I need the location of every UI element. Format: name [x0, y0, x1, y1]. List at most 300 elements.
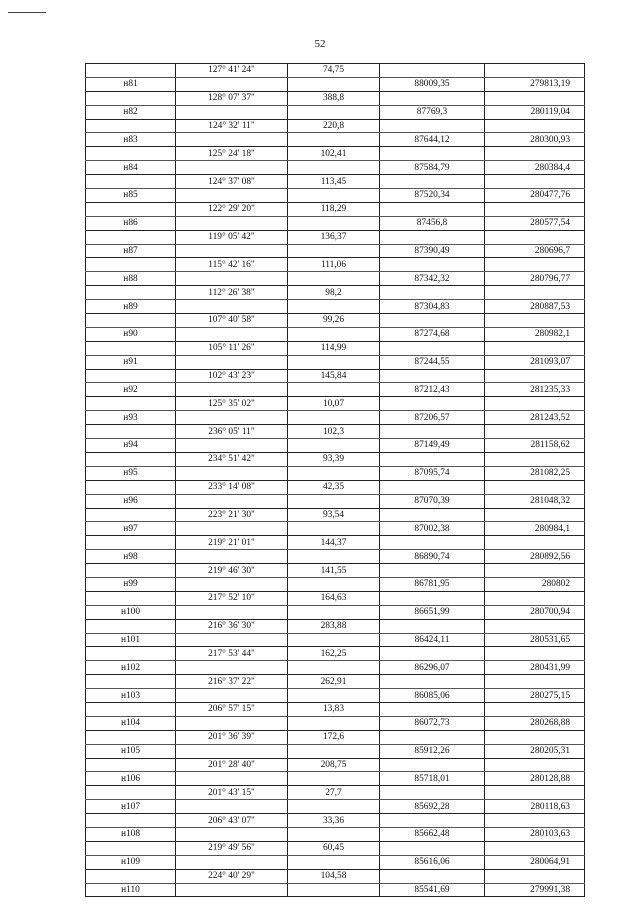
point-name-cell [86, 536, 176, 550]
point-row [86, 772, 585, 786]
x-coordinate-cell [380, 758, 485, 772]
direction-angle-cell: 201° 28' 40" [176, 758, 288, 772]
point-name-cell [86, 675, 176, 689]
direction-angle-cell [176, 883, 288, 897]
point-name-cell [86, 591, 176, 605]
distance-cell [288, 133, 380, 147]
y-coordinate-cell: 280300,93 [485, 133, 585, 147]
point-name-cell: н107 [86, 800, 176, 814]
direction-angle-cell: 201° 43' 15" [176, 786, 288, 800]
y-coordinate-cell: 280103,63 [485, 827, 585, 841]
point-row [86, 633, 585, 647]
direction-angle-cell [176, 716, 288, 730]
y-coordinate-cell: 280984,1 [485, 522, 585, 536]
distance-cell [288, 355, 380, 369]
distance-cell [288, 522, 380, 536]
point-name-cell: н96 [86, 494, 176, 508]
point-name-cell [86, 508, 176, 522]
segment-row [86, 397, 585, 411]
x-coordinate-cell: 85692,28 [380, 800, 485, 814]
point-name-cell: н108 [86, 827, 176, 841]
y-coordinate-cell [485, 341, 585, 355]
y-coordinate-cell: 279813,19 [485, 77, 585, 91]
point-name-cell: н101 [86, 633, 176, 647]
y-coordinate-cell [485, 369, 585, 383]
point-name-cell [86, 147, 176, 161]
distance-cell: 42,35 [288, 480, 380, 494]
direction-angle-cell: 124° 37' 08" [176, 175, 288, 189]
x-coordinate-cell: 87070,39 [380, 494, 485, 508]
direction-angle-cell: 217° 52' 10" [176, 591, 288, 605]
point-row [86, 189, 585, 203]
y-coordinate-cell: 280064,91 [485, 855, 585, 869]
distance-cell: 114,99 [288, 341, 380, 355]
x-coordinate-cell [380, 202, 485, 216]
distance-cell [288, 827, 380, 841]
x-coordinate-cell: 85662,48 [380, 827, 485, 841]
x-coordinate-cell [380, 119, 485, 133]
segment-row [86, 702, 585, 716]
segment-row [86, 647, 585, 661]
point-name-cell [86, 730, 176, 744]
direction-angle-cell: 102° 43' 23" [176, 369, 288, 383]
y-coordinate-cell: 280275,15 [485, 689, 585, 703]
direction-angle-cell [176, 577, 288, 591]
distance-cell: 111,06 [288, 258, 380, 272]
point-name-cell [86, 202, 176, 216]
point-name-cell [86, 425, 176, 439]
segment-row [86, 814, 585, 828]
y-coordinate-cell: 279991,38 [485, 883, 585, 897]
y-coordinate-cell [485, 480, 585, 494]
direction-angle-cell [176, 300, 288, 314]
distance-cell [288, 77, 380, 91]
distance-cell: 13,83 [288, 702, 380, 716]
y-coordinate-cell [485, 147, 585, 161]
segment-row [86, 841, 585, 855]
point-name-cell: н93 [86, 411, 176, 425]
segment-row [86, 730, 585, 744]
point-name-cell [86, 814, 176, 828]
y-coordinate-cell: 281243,52 [485, 411, 585, 425]
y-coordinate-cell: 280477,76 [485, 189, 585, 203]
segment-row [86, 564, 585, 578]
y-coordinate-cell [485, 536, 585, 550]
point-name-cell: н97 [86, 522, 176, 536]
x-coordinate-cell: 87584,79 [380, 161, 485, 175]
x-coordinate-cell [380, 730, 485, 744]
distance-cell [288, 605, 380, 619]
point-name-cell [86, 786, 176, 800]
distance-cell: 172,6 [288, 730, 380, 744]
y-coordinate-cell: 280119,04 [485, 105, 585, 119]
point-row [86, 133, 585, 147]
y-coordinate-cell [485, 258, 585, 272]
x-coordinate-cell [380, 841, 485, 855]
point-row [86, 105, 585, 119]
y-coordinate-cell [485, 702, 585, 716]
y-coordinate-cell [485, 814, 585, 828]
direction-angle-cell: 216° 37' 22" [176, 675, 288, 689]
segment-row [86, 175, 585, 189]
distance-cell: 102,41 [288, 147, 380, 161]
point-name-cell: н92 [86, 383, 176, 397]
direction-angle-cell [176, 77, 288, 91]
direction-angle-cell [176, 161, 288, 175]
y-coordinate-cell: 280802 [485, 577, 585, 591]
point-row [86, 855, 585, 869]
y-coordinate-cell [485, 175, 585, 189]
segment-row [86, 202, 585, 216]
y-coordinate-cell [485, 397, 585, 411]
direction-angle-cell [176, 383, 288, 397]
x-coordinate-cell: 87002,38 [380, 522, 485, 536]
point-name-cell [86, 480, 176, 494]
distance-cell [288, 244, 380, 258]
distance-cell [288, 466, 380, 480]
segment-row [86, 369, 585, 383]
y-coordinate-cell: 280531,65 [485, 633, 585, 647]
direction-angle-cell [176, 744, 288, 758]
direction-angle-cell [176, 661, 288, 675]
x-coordinate-cell [380, 536, 485, 550]
x-coordinate-cell [380, 286, 485, 300]
y-coordinate-cell [485, 286, 585, 300]
x-coordinate-cell: 86781,95 [380, 577, 485, 591]
x-coordinate-cell [380, 480, 485, 494]
point-name-cell: н89 [86, 300, 176, 314]
point-row [86, 550, 585, 564]
point-name-cell [86, 452, 176, 466]
point-row [86, 272, 585, 286]
point-name-cell: н81 [86, 77, 176, 91]
distance-cell: 220,8 [288, 119, 380, 133]
distance-cell: 33,36 [288, 814, 380, 828]
distance-cell [288, 189, 380, 203]
direction-angle-cell: 219° 46' 30" [176, 564, 288, 578]
x-coordinate-cell: 87206,57 [380, 411, 485, 425]
x-coordinate-cell: 86890,74 [380, 550, 485, 564]
segment-row [86, 230, 585, 244]
y-coordinate-cell [485, 230, 585, 244]
distance-cell: 102,3 [288, 425, 380, 439]
point-name-cell [86, 758, 176, 772]
x-coordinate-cell [380, 175, 485, 189]
point-name-cell: н90 [86, 327, 176, 341]
point-name-cell: н82 [86, 105, 176, 119]
point-name-cell: н87 [86, 244, 176, 258]
x-coordinate-cell: 88009,35 [380, 77, 485, 91]
distance-cell: 145,84 [288, 369, 380, 383]
point-name-cell [86, 564, 176, 578]
point-name-cell: н85 [86, 189, 176, 203]
point-name-cell [86, 119, 176, 133]
segment-row [86, 64, 585, 78]
point-name-cell [86, 286, 176, 300]
distance-cell: 136,37 [288, 230, 380, 244]
x-coordinate-cell: 85912,26 [380, 744, 485, 758]
y-coordinate-cell: 281235,33 [485, 383, 585, 397]
point-row [86, 327, 585, 341]
direction-angle-cell [176, 439, 288, 453]
direction-angle-cell [176, 216, 288, 230]
x-coordinate-cell [380, 147, 485, 161]
y-coordinate-cell [485, 675, 585, 689]
y-coordinate-cell [485, 425, 585, 439]
distance-cell [288, 105, 380, 119]
distance-cell [288, 661, 380, 675]
segment-row [86, 619, 585, 633]
distance-cell: 162,25 [288, 647, 380, 661]
point-name-cell [86, 841, 176, 855]
segment-row [86, 286, 585, 300]
distance-cell: 118,29 [288, 202, 380, 216]
point-row [86, 827, 585, 841]
distance-cell [288, 411, 380, 425]
x-coordinate-cell [380, 564, 485, 578]
distance-cell: 98,2 [288, 286, 380, 300]
point-name-cell: н83 [86, 133, 176, 147]
y-coordinate-cell: 281158,62 [485, 439, 585, 453]
distance-cell: 113,45 [288, 175, 380, 189]
direction-angle-cell: 124° 32' 11" [176, 119, 288, 133]
point-row [86, 605, 585, 619]
distance-cell: 262,91 [288, 675, 380, 689]
direction-angle-cell: 216° 36' 30" [176, 619, 288, 633]
point-name-cell [86, 619, 176, 633]
x-coordinate-cell: 87095,74 [380, 466, 485, 480]
point-name-cell: н84 [86, 161, 176, 175]
point-row [86, 661, 585, 675]
y-coordinate-cell [485, 758, 585, 772]
x-coordinate-cell [380, 258, 485, 272]
distance-cell [288, 300, 380, 314]
point-name-cell [86, 647, 176, 661]
distance-cell: 104,58 [288, 869, 380, 883]
distance-cell [288, 716, 380, 730]
page-number: 52 [314, 38, 326, 50]
point-row [86, 300, 585, 314]
distance-cell: 93,39 [288, 452, 380, 466]
direction-angle-cell: 224° 40' 29" [176, 869, 288, 883]
distance-cell: 141,55 [288, 564, 380, 578]
direction-angle-cell: 233° 14' 08" [176, 480, 288, 494]
x-coordinate-cell [380, 702, 485, 716]
x-coordinate-cell: 86651,99 [380, 605, 485, 619]
point-name-cell: н91 [86, 355, 176, 369]
direction-angle-cell: 128° 07' 37" [176, 91, 288, 105]
distance-cell [288, 772, 380, 786]
distance-cell [288, 689, 380, 703]
direction-angle-cell: 125° 35' 02" [176, 397, 288, 411]
y-coordinate-cell: 280696,7 [485, 244, 585, 258]
y-coordinate-cell: 280577,54 [485, 216, 585, 230]
segment-row [86, 758, 585, 772]
point-row [86, 161, 585, 175]
x-coordinate-cell [380, 230, 485, 244]
segment-row [86, 314, 585, 328]
point-name-cell [86, 869, 176, 883]
distance-cell [288, 883, 380, 897]
x-coordinate-cell: 86085,06 [380, 689, 485, 703]
y-coordinate-cell [485, 202, 585, 216]
point-name-cell: н103 [86, 689, 176, 703]
direction-angle-cell [176, 827, 288, 841]
y-coordinate-cell: 280700,94 [485, 605, 585, 619]
direction-angle-cell [176, 550, 288, 564]
point-row [86, 716, 585, 730]
direction-angle-cell [176, 772, 288, 786]
y-coordinate-cell: 280205,31 [485, 744, 585, 758]
point-row [86, 411, 585, 425]
point-name-cell: н106 [86, 772, 176, 786]
direction-angle-cell: 206° 57' 15" [176, 702, 288, 716]
point-row [86, 577, 585, 591]
y-coordinate-cell: 280268,88 [485, 716, 585, 730]
distance-cell: 208,75 [288, 758, 380, 772]
y-coordinate-cell [485, 314, 585, 328]
direction-angle-cell: 122° 29' 20" [176, 202, 288, 216]
x-coordinate-cell [380, 91, 485, 105]
y-coordinate-cell [485, 91, 585, 105]
point-row [86, 466, 585, 480]
segment-row [86, 786, 585, 800]
direction-angle-cell [176, 411, 288, 425]
x-coordinate-cell [380, 369, 485, 383]
point-name-cell [86, 258, 176, 272]
point-name-cell [86, 230, 176, 244]
y-coordinate-cell [485, 869, 585, 883]
distance-cell: 10,07 [288, 397, 380, 411]
segment-row [86, 452, 585, 466]
x-coordinate-cell: 87274,68 [380, 327, 485, 341]
direction-angle-cell: 234° 51' 42" [176, 452, 288, 466]
distance-cell [288, 633, 380, 647]
point-name-cell: н105 [86, 744, 176, 758]
point-name-cell: н98 [86, 550, 176, 564]
direction-angle-cell: 119° 05' 42" [176, 230, 288, 244]
x-coordinate-cell [380, 786, 485, 800]
direction-angle-cell [176, 522, 288, 536]
x-coordinate-cell: 87212,43 [380, 383, 485, 397]
y-coordinate-cell [485, 841, 585, 855]
direction-angle-cell [176, 327, 288, 341]
segment-row [86, 869, 585, 883]
point-name-cell [86, 314, 176, 328]
x-coordinate-cell: 87520,34 [380, 189, 485, 203]
x-coordinate-cell: 87769,3 [380, 105, 485, 119]
point-name-cell [86, 91, 176, 105]
point-row [86, 883, 585, 897]
point-name-cell [86, 175, 176, 189]
direction-angle-cell [176, 272, 288, 286]
direction-angle-cell [176, 800, 288, 814]
x-coordinate-cell: 87304,83 [380, 300, 485, 314]
x-coordinate-cell: 87644,12 [380, 133, 485, 147]
direction-angle-cell: 107° 40' 58" [176, 314, 288, 328]
distance-cell: 99,26 [288, 314, 380, 328]
point-name-cell [86, 64, 176, 78]
y-coordinate-cell: 280982,1 [485, 327, 585, 341]
distance-cell [288, 550, 380, 564]
y-coordinate-cell: 280431,99 [485, 661, 585, 675]
y-coordinate-cell: 280118,63 [485, 800, 585, 814]
x-coordinate-cell: 85616,06 [380, 855, 485, 869]
y-coordinate-cell: 280796,77 [485, 272, 585, 286]
point-name-cell [86, 397, 176, 411]
segment-row [86, 425, 585, 439]
x-coordinate-cell [380, 591, 485, 605]
x-coordinate-cell: 85541,69 [380, 883, 485, 897]
segment-row [86, 675, 585, 689]
direction-angle-cell: 206° 43' 07" [176, 814, 288, 828]
distance-cell: 164,63 [288, 591, 380, 605]
x-coordinate-cell [380, 452, 485, 466]
segment-row [86, 119, 585, 133]
y-coordinate-cell [485, 786, 585, 800]
point-name-cell: н109 [86, 855, 176, 869]
distance-cell [288, 744, 380, 758]
distance-cell [288, 272, 380, 286]
segment-row [86, 258, 585, 272]
point-name-cell: н94 [86, 439, 176, 453]
direction-angle-cell: 219° 49' 56" [176, 841, 288, 855]
y-coordinate-cell [485, 730, 585, 744]
distance-cell: 144,37 [288, 536, 380, 550]
y-coordinate-cell [485, 619, 585, 633]
direction-angle-cell: 112° 26' 38" [176, 286, 288, 300]
segment-row [86, 508, 585, 522]
direction-angle-cell [176, 244, 288, 258]
direction-angle-cell: 125° 24' 18" [176, 147, 288, 161]
y-coordinate-cell [485, 591, 585, 605]
segment-row [86, 480, 585, 494]
direction-angle-cell [176, 689, 288, 703]
direction-angle-cell [176, 633, 288, 647]
x-coordinate-cell: 87149,49 [380, 439, 485, 453]
x-coordinate-cell [380, 64, 485, 78]
distance-cell: 93,54 [288, 508, 380, 522]
x-coordinate-cell: 86296,07 [380, 661, 485, 675]
point-name-cell: н88 [86, 272, 176, 286]
direction-angle-cell [176, 105, 288, 119]
distance-cell [288, 439, 380, 453]
segment-row [86, 591, 585, 605]
point-row [86, 494, 585, 508]
distance-cell: 27,7 [288, 786, 380, 800]
point-name-cell [86, 369, 176, 383]
direction-angle-cell: 236° 05' 11" [176, 425, 288, 439]
y-coordinate-cell [485, 119, 585, 133]
segment-row [86, 147, 585, 161]
x-coordinate-cell [380, 814, 485, 828]
y-coordinate-cell [485, 452, 585, 466]
x-coordinate-cell [380, 647, 485, 661]
point-name-cell [86, 702, 176, 716]
point-row [86, 383, 585, 397]
distance-cell: 74,75 [288, 64, 380, 78]
point-name-cell: н104 [86, 716, 176, 730]
x-coordinate-cell: 87390,49 [380, 244, 485, 258]
y-coordinate-cell: 281093,07 [485, 355, 585, 369]
x-coordinate-cell: 87342,32 [380, 272, 485, 286]
direction-angle-cell: 115° 42' 16" [176, 258, 288, 272]
point-row [86, 355, 585, 369]
point-name-cell: н100 [86, 605, 176, 619]
y-coordinate-cell: 280128,88 [485, 772, 585, 786]
x-coordinate-cell: 87456,8 [380, 216, 485, 230]
distance-cell [288, 161, 380, 175]
